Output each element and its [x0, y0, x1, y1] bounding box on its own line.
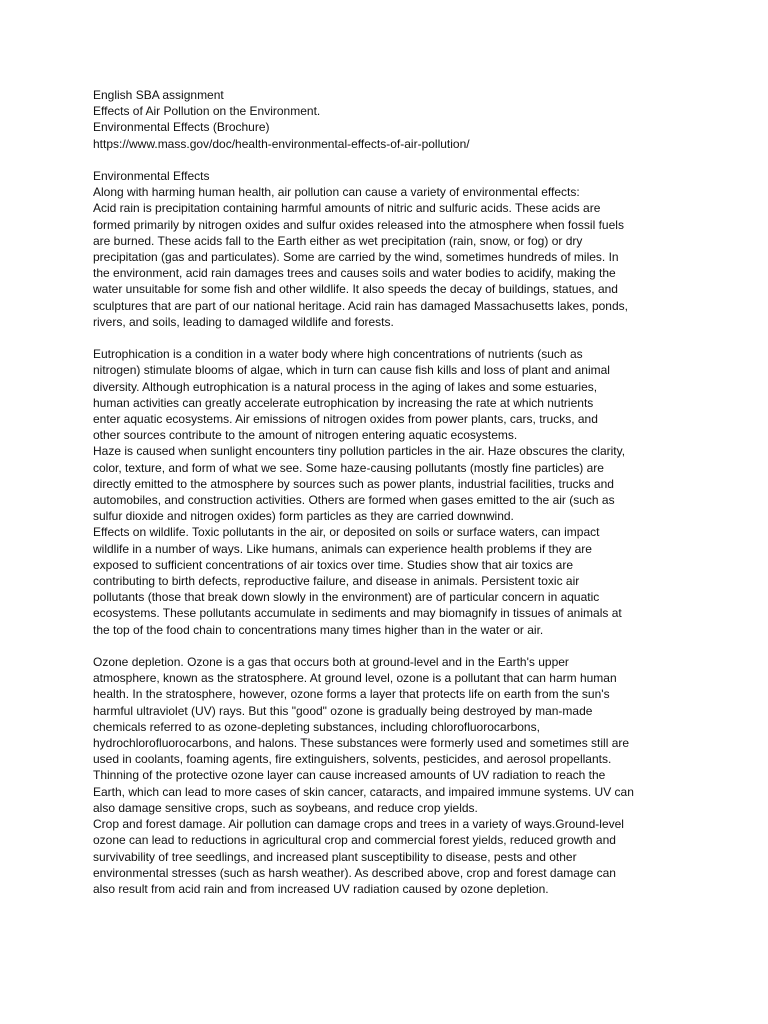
text-line: are burned. These acids fall to the Earth either as wet precipitation (rain, snow, or fog) or dry [93, 233, 583, 248]
text-line: human activities can greatly accelerate eutrophication by increasing the rate at which nutrients [93, 395, 594, 410]
text-line: directly emitted to the atmosphere by sources such as power plants, industrial facilities, trucks and [93, 476, 614, 491]
text-line: Haze is caused when sunlight encounters tiny pollution particles in the air. Haze obscures the clarity, [93, 444, 626, 459]
text-line: Thinning of the protective ozone layer can cause increased amounts of UV radiation to reach the [93, 768, 606, 783]
text-line: Earth, which can lead to more cases of skin cancer, cataracts, and impaired immune systems. UV can [93, 784, 634, 799]
text-line: the top of the food chain to concentrations many times higher than in the water or air. [93, 622, 544, 637]
text-line: survivability of tree seedlings, and increased plant susceptibility to disease, pests and other [93, 849, 577, 864]
text-line: chemicals referred to as ozone-depleting substances, including chlorofluorocarbons, [93, 719, 540, 734]
text-line: hydrochlorofluorocarbons, and halons. These substances were formerly used and sometimes still are [93, 736, 630, 751]
document-body [93, 87, 678, 897]
text-line: ozone can lead to reductions in agricultural crop and commercial forest yields, reduced growth and [93, 833, 616, 848]
course-heading: English SBA assignment [93, 88, 224, 102]
text-line: water unsuitable for some fish and other wildlife. It also speeds the decay of buildings, statues, and [93, 282, 618, 297]
text-line: other sources contribute to the amount of nitrogen entering aquatic ecosystems. [93, 428, 518, 443]
text-line: ecosystems. These pollutants accumulate in sediments and may biomagnify in tissues of animals at [93, 606, 622, 621]
brochure-subtitle: Environmental Effects (Brochure) [93, 120, 270, 135]
section-title: Environmental Effects [93, 169, 210, 183]
text-line: Crop and forest damage. Air pollution can damage crops and trees in a variety of ways.Ground-level [93, 817, 624, 832]
text-line: Ozone depletion. Ozone is a gas that occurs both at ground-level and in the Earth's upper [93, 655, 569, 670]
text-line: nitrogen) stimulate blooms of algae, which in turn can cause fish kills and loss of plant and animal [93, 363, 610, 378]
text-line: diversity. Although eutrophication is a natural process in the aging of lakes and some estuaries, [93, 379, 598, 394]
eutrophication-haze-wildlife-paragraph [93, 346, 678, 638]
text-line: also damage sensitive crops, such as soybeans, and reduce crop yields. [93, 800, 478, 815]
text-line: enter aquatic ecosystems. Air emissions of nitrogen oxides from power plants, cars, trucks, and [93, 412, 598, 427]
ozone-crop-paragraph [93, 654, 678, 897]
text-line: contributing to birth defects, reproductive failure, and disease in animals. Persistent toxic air [93, 574, 580, 589]
paragraph-gap [93, 152, 678, 168]
text-line: Acid rain is precipitation containing harmful amounts of nitric and sulfuric acids. These acids are [93, 201, 601, 216]
text-line: environmental stresses (such as harsh weather). As described above, crop and forest damage can [93, 865, 616, 880]
text-line: Along with harming human health, air pollution can cause a variety of environmental effects: [93, 185, 580, 200]
text-line: harmful ultraviolet (UV) rays. But this "good" ozone is gradually being destroyed by man-made [93, 703, 593, 718]
text-line: Effects on wildlife. Toxic pollutants in the air, or deposited on soils or surface waters, can impact [93, 525, 600, 540]
text-line: wildlife in a number of ways. Like humans, animals can experience health problems if they are [93, 541, 592, 556]
text-line: formed primarily by nitrogen oxides and sulfur oxides released into the atmosphere when fossil fuels [93, 217, 624, 232]
text-line: also result from acid rain and from increased UV radiation caused by ozone depletion. [93, 881, 549, 896]
text-line: health. In the stratosphere, however, ozone forms a layer that protects life on earth from the sun's [93, 687, 610, 702]
text-line: color, texture, and form of what we see. Some haze-causing pollutants (mostly fine particles) are [93, 460, 604, 475]
paragraph-gap [93, 330, 678, 346]
text-line: Eutrophication is a condition in a water body where high concentrations of nutrients (such as [93, 347, 583, 362]
text-line: atmosphere, known as the stratosphere. At ground level, ozone is a pollutant that can harm human [93, 671, 617, 686]
text-line: used in coolants, foaming agents, fire extinguishers, solvents, pesticides, and aerosol propellants. [93, 752, 612, 767]
text-line: sculptures that are part of our national heritage. Acid rain has damaged Massachusetts lakes, ponds, [93, 298, 628, 313]
acid-rain-paragraph [93, 184, 678, 330]
text-line: sulfur dioxide and nitrogen oxides) form particles as they are carried downwind. [93, 509, 514, 524]
text-line: automobiles, and construction activities. Others are formed when gases emitted to the air (such as [93, 493, 615, 508]
text-line: rivers, and soils, leading to damaged wildlife and forests. [93, 314, 394, 329]
source-url: https://www.mass.gov/doc/health-environmental-effects-of-air-pollution/ [93, 136, 470, 151]
text-line: pollutants (those that break down slowly in the environment) are of particular concern in aquatic [93, 590, 600, 605]
text-line: exposed to sufficient concentrations of air toxics over time. Studies show that air toxics are [93, 557, 574, 572]
topic-heading: Effects of Air Pollution on the Environment. [93, 104, 321, 119]
text-line: the environment, acid rain damages trees and causes soils and water bodies to acidify, making the [93, 266, 616, 281]
paragraph-gap [93, 638, 678, 654]
text-line: precipitation (gas and particulates). Some are carried by the wind, sometimes hundreds of miles. In [93, 250, 619, 265]
